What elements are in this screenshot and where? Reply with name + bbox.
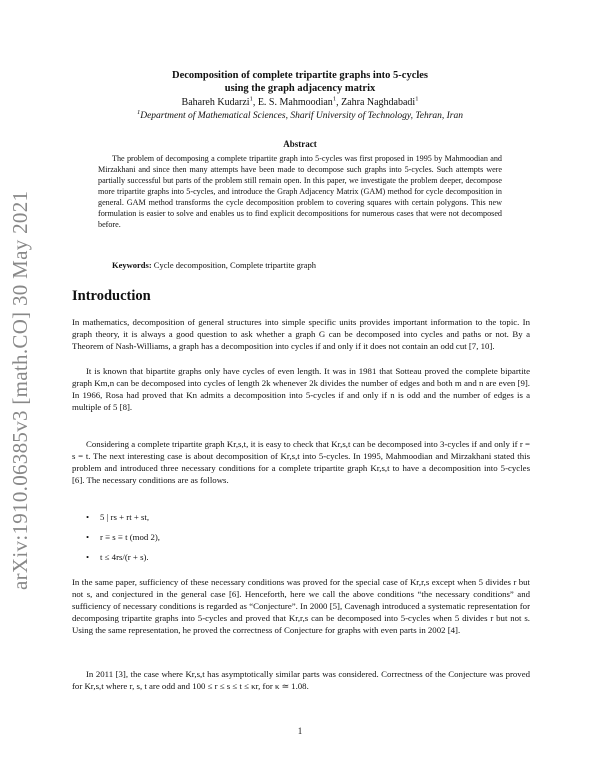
condition-text: r ≡ s ≡ t (mod 2),	[100, 532, 161, 542]
author-list	[80, 97, 520, 108]
page-number: 1	[297, 726, 303, 736]
section-heading-introduction: Introduction	[72, 288, 151, 304]
author-name: , Zahra Naghdabadi	[336, 97, 416, 108]
paragraph-text: It is known that bipartite graphs only have cycles of even length. It was in 1981 that Sotteau proved the complete bipartite graph Km,n can be decomposed into cycles of length 2k whenever 2k divides the number of edges and both m and n are even [9]. In 1966, Rosa had proved that Kn admits a decomposition into 5-cycles if and only if n is odd and the number of edges is a multiple of 5 [8].	[72, 366, 530, 413]
intro-paragraph-1	[72, 316, 530, 352]
paper-title-line-1: Decomposition of complete tripartite graphs into 5-cycles	[171, 70, 429, 81]
paper-title-line-2: using the graph adjacency matrix	[224, 83, 376, 94]
paragraph-text: In 2011 [3], the case where Kr,s,t has asymptotically similar parts was considered. Correctness of the Conjecture was proved for Kr,s,t where r, s, t are odd and 100 ≤ r ≤ s ≤ t ≤ κr, for κ ≃ 1.08.	[72, 669, 530, 692]
affiliation-text: Department of Mathematical Sciences, Sharif University of Technology, Tehran, Iran	[140, 111, 464, 121]
bullet-icon: •	[86, 552, 90, 562]
keywords-label: Keywords:	[112, 260, 152, 270]
keywords	[112, 260, 512, 270]
condition-text: t ≤ 4rs/(r + s).	[100, 552, 149, 562]
affiliation-mark: 1	[332, 95, 337, 103]
paragraph-text: In the same paper, sufficiency of these necessary conditions was proved for the special case of Kr,r,s except when 5 divides r but not s, and conjectured in the general case [6]. Henceforth, here we call the above conditions “the necessary conditions” and sufficiency of necessary conditions is regarded as “Conjecture”. In 2000 [5], Cavenagh introduced a systematic representation for decomposing tripartite graphs into 5-cycles and proved that Kr,r,s can be decomposed into 5-cycles when 5 divides r but not s. Using the same representation, he proved the correctness of Conjecture for graphs with even parts in 2002 [4].	[72, 577, 530, 636]
paragraph-text: Considering a complete tripartite graph Kr,s,t, it is easy to check that Kr,s,t can be decomposed into 3-cycles if and only if r = s = t. The next interesting case is about decomposition of Kr,s,t into 5-cycles. In 1995, Mahmoodian and Mirzakhani stated this problem and introduced three necessary conditions for a complete tripartite graph Kr,s,t to have a decomposition into 5-cycles [6]. The necessary conditions are as follows.	[72, 439, 530, 486]
author-name: Bahareh Kudarzi	[181, 97, 250, 108]
condition-text: 5 | rs + rt + st,	[100, 512, 150, 522]
bullet-icon: •	[86, 532, 90, 542]
list-item	[86, 512, 149, 522]
affiliation-mark: 1	[249, 95, 253, 103]
intro-paragraph-4	[72, 576, 530, 636]
intro-paragraph-5	[72, 668, 530, 692]
paragraph-text: In mathematics, decomposition of general structures into simple specific units provides important information to the topic. In graph theory, it is always a good question to ask whether a graph G can be decomposed into cycles and paths or not. By a Theorem of Nash-Williams, a graph has a decomposition into cycles if and only if it does not contain an odd cut [7, 10].	[72, 317, 530, 352]
keywords-text: Cycle decomposition, Complete tripartite graph	[151, 260, 316, 270]
abstract-text: The problem of decomposing a complete tripartite graph into 5-cycles was first proposed in 1995 by Mahmoodian and Mirzakhani and since then many attempts have been made to decompose such graphs into 5-cycles. Such attempts were partially successful but parts of the problem still remain open. In this paper, we investigate the problem deeper, decompose more tripartite graphs into 5-cycles, and introduce the Graph Adjacency Matrix (GAM) method for cycle decomposition in general. GAM method transforms the cycle decomposition problem to covering squares with certain polygons. This new formulation is easier to solve and enables us to find explicit decompositions for numerous cases that were not decomposed before.	[98, 154, 502, 229]
arxiv-identifier-stamp: arXiv:1910.06385v3 [math.CO] 30 May 2021	[8, 190, 32, 590]
bullet-icon: •	[86, 512, 90, 522]
abstract-heading: Abstract	[283, 139, 317, 149]
list-item	[86, 552, 149, 562]
author-name: , E. S. Mahmoodian	[252, 97, 333, 108]
affiliation-mark: 1	[415, 95, 419, 103]
intro-paragraph-2	[72, 365, 530, 413]
intro-paragraph-3	[72, 438, 530, 486]
affiliation	[60, 108, 540, 121]
affiliation-mark: 1	[136, 108, 141, 116]
list-item	[86, 532, 160, 542]
